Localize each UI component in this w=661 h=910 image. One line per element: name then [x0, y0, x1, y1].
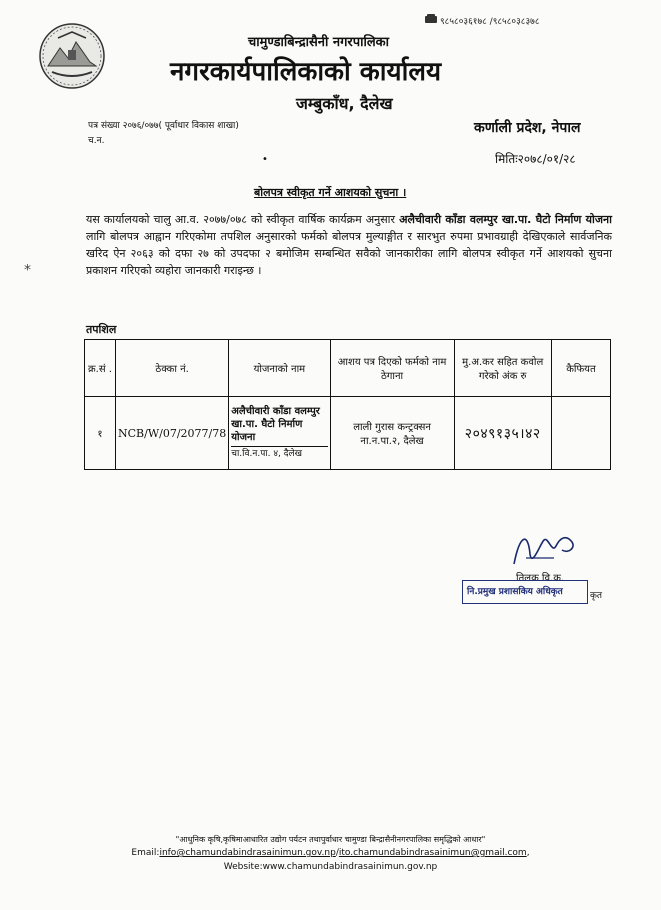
ink-mark: ⁎ — [24, 258, 31, 274]
ink-mark: • — [262, 154, 268, 165]
province-name: कर्णाली प्रदेश, नेपाल — [474, 120, 581, 136]
dispatch-number-label: च.न. — [88, 136, 105, 146]
cell-project-name — [229, 397, 330, 470]
footer-website[interactable]: Website:www.chamundabindrasainimun.gov.np — [223, 862, 438, 872]
email-link-info[interactable]: info@chamundabindrasainimun.gov.np — [159, 848, 336, 858]
cell-firm: लाली गुरास कन्ट्रक्सन ना.न.पा.२, दैलेख — [330, 397, 454, 470]
project-name-text: अलैचीवारी काँडा वलम्पुर खा.पा. घैटो निर्माण योजना — [231, 406, 320, 443]
cell-remarks — [551, 397, 610, 470]
phone-icon — [424, 14, 438, 24]
signatory-name: तिलक वि.क. — [516, 573, 565, 584]
header-project-name: योजनाको नाम — [229, 340, 330, 397]
phone-numbers: ९८५८०३६१७८ /९८५८०३८३७८ — [440, 17, 540, 27]
office-address: जम्बुकाँध, दैलेख — [296, 94, 393, 113]
header-firm: आशय पत्र दिएको फर्मको नाम ठेगाना — [330, 340, 454, 397]
letter-date: मितिः२०७८/०१/२८ — [495, 152, 576, 166]
notice-body-project: अलैचीवारी काँडा वलम्पुर खा.पा. घैटो निर्माण योजना — [399, 213, 612, 226]
email-label: Email: — [131, 848, 160, 858]
notice-body — [86, 211, 612, 279]
cell-contract-no: NCB/W/07/2077/78 — [115, 397, 228, 470]
footer-slogan: "आधुनिक कृषि,कृषिमाआधारित उद्योग पर्यटन तथापुर्वाधार चामुण्डा बिन्द्रासैनीनगरपालिका समृद्धिको आधार" — [175, 835, 486, 844]
footer-email: Email:info@chamundabindrasainimun.gov.np/ito.chamundabindrasainimun@gmail.com, — [131, 848, 530, 858]
project-location-text: चा.वि.न.पा. ४, दैलेख — [231, 446, 327, 461]
header-remarks: कैफियत — [551, 340, 610, 397]
email-link-ito[interactable]: ito.chamundabindrasainimun@gmail.com — [338, 848, 527, 858]
cell-sn: १ — [85, 397, 116, 470]
bid-details-table — [84, 339, 611, 470]
header-contract-no: ठेक्का नं. — [115, 340, 228, 397]
table-row — [85, 397, 611, 470]
notice-body-part2: लागि बोलपत्र आह्वान गरिएकोमा तपशिल अनुसारको फर्मको बोलपत्र मुल्याङ्गीत र सारभुत रुपमा प्रभावग्राही देखिएकाले सार्वजनिक खरिद ऐन २०६३ को दफा २७ को उपदफा २ बमोजिम सम्बन्धित सवैको जानकारीका लागि बोलपत्र स्वीकृत गर्ने आशयको सुचना प्रकाशन गरिएको व्यहोरा जानकारी गराइन्छ । — [86, 230, 612, 277]
cell-amount: २०४९१३५।४२ — [454, 397, 551, 470]
official-stamp: नि.प्रमुख प्रशासकिय अधिकृत — [462, 580, 588, 604]
nepal-emblem-icon — [38, 22, 106, 90]
municipality-name: चामुण्डाबिन्द्रासैनी नगरपालिका — [248, 35, 389, 50]
header-sn: क्र.सं . — [85, 340, 116, 397]
letter-reference-number: पत्र संख्या २०७६/०७७( पूर्वाधार विकास शाखा) — [88, 121, 239, 131]
header-amount: मु.अ.कर सहित कवोल गरेको अंक रु — [454, 340, 551, 397]
notice-body-part1: यस कार्यालयको चालु आ.व. २०७७/०७८ को स्वीकृत वार्षिक कार्यक्रम अनुसार — [86, 213, 400, 226]
notice-subject: बोलपत्र स्वीकृत गर्ने आशयको सुचना । — [254, 186, 407, 199]
office-title: नगरकार्यपालिकाको कार्यालय — [170, 57, 442, 87]
details-label: तपशिल — [86, 323, 117, 336]
signatory-designation-suffix: कृत — [590, 591, 603, 601]
table-header-row — [85, 340, 611, 397]
handwritten-signature — [506, 524, 586, 572]
